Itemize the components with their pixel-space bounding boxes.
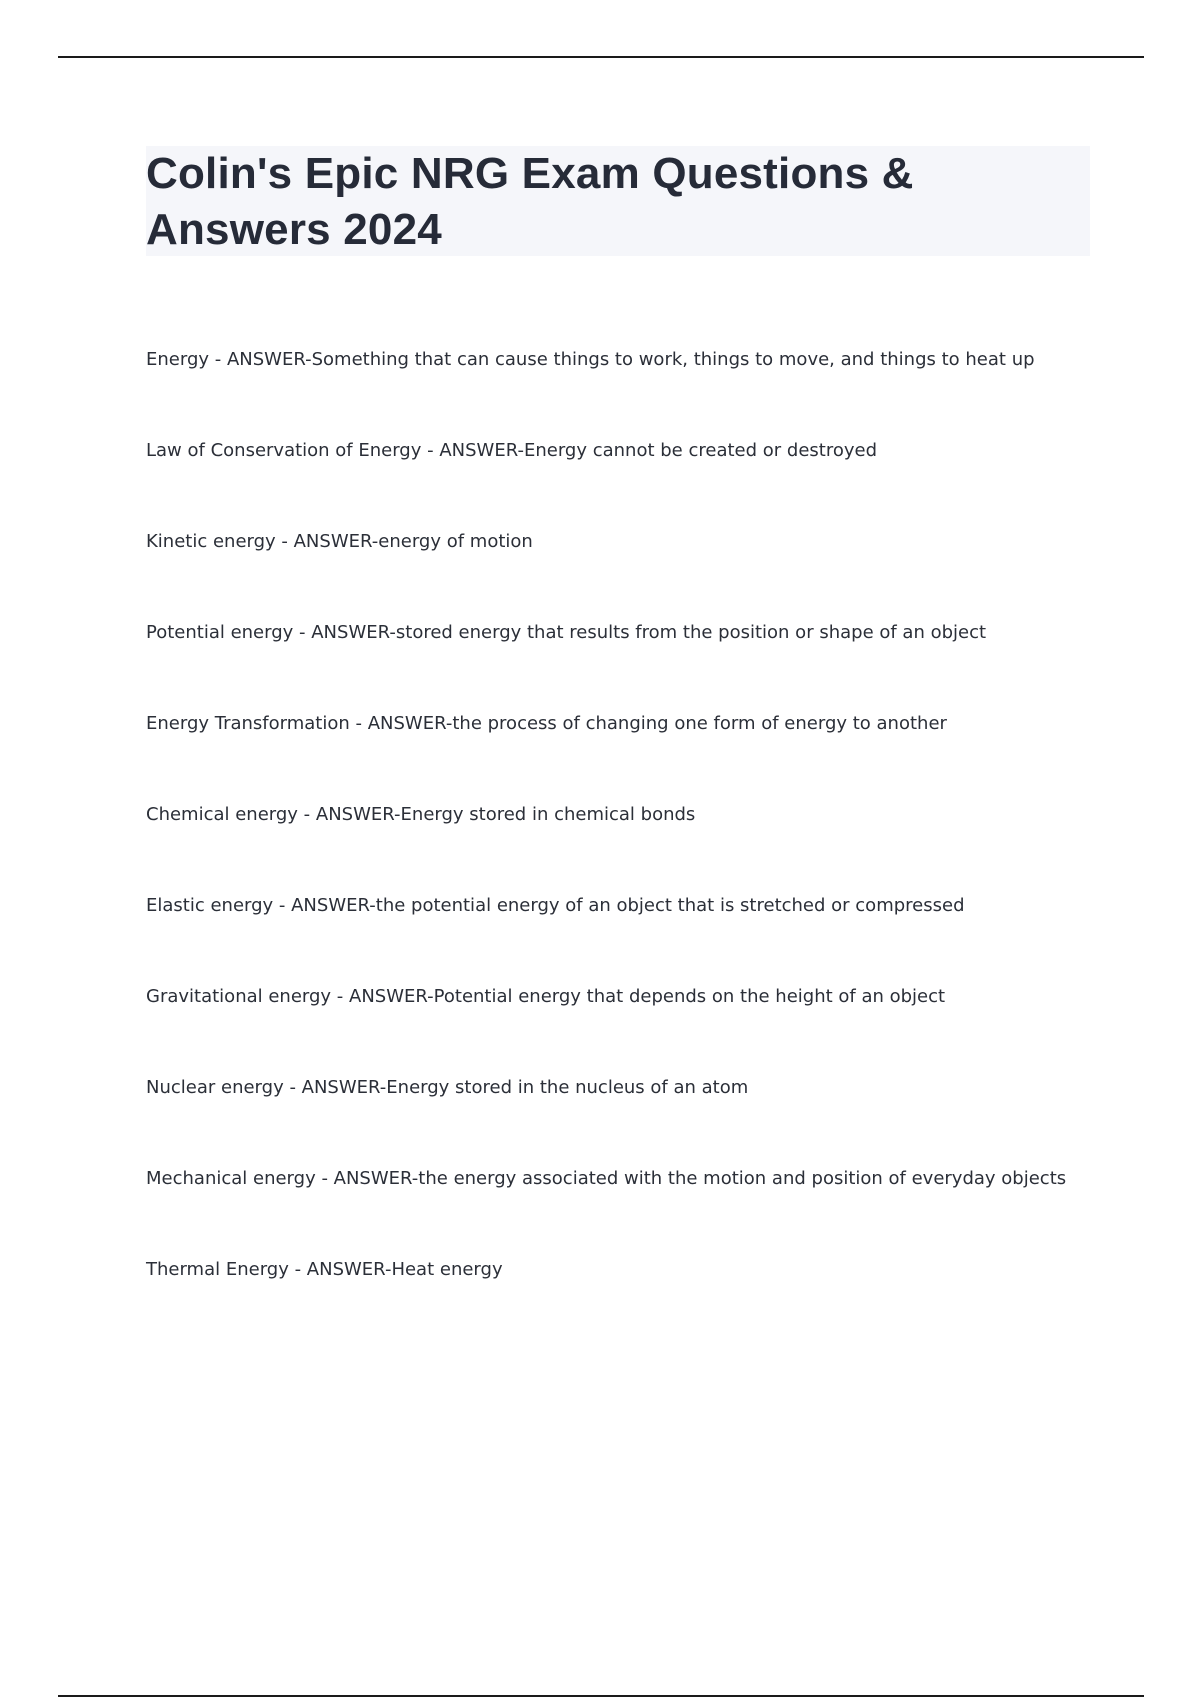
title-banner — [146, 146, 1090, 256]
bottom-divider — [58, 1695, 1144, 1697]
qa-list — [146, 345, 1116, 1346]
qa-entry-thermal-energy: Thermal Energy - ANSWER-Heat energy — [146, 1259, 503, 1280]
qa-entry-kinetic-energy: Kinetic energy - ANSWER-energy of motion — [146, 531, 533, 552]
qa-entry-mechanical-energy: Mechanical energy - ANSWER-the energy associated with the motion and position of everyday objects — [146, 1168, 1067, 1189]
qa-entry-energy-transformation: Energy Transformation - ANSWER-the process of changing one form of energy to another — [146, 713, 947, 734]
qa-entry-nuclear-energy: Nuclear energy - ANSWER-Energy stored in the nucleus of an atom — [146, 1077, 749, 1098]
document-title: Colin's Epic NRG Exam Questions & Answers 2024 — [146, 149, 914, 254]
top-divider — [58, 56, 1144, 58]
qa-entry-chemical-energy: Chemical energy - ANSWER-Energy stored in chemical bonds — [146, 804, 696, 825]
qa-entry-elastic-energy: Elastic energy - ANSWER-the potential energy of an object that is stretched or compressed — [146, 895, 965, 916]
qa-entry-gravitational-energy: Gravitational energy - ANSWER-Potential energy that depends on the height of an object — [146, 986, 946, 1007]
qa-entry-potential-energy: Potential energy - ANSWER-stored energy that results from the position or shape of an object — [146, 622, 987, 643]
qa-entry-conservation-of-energy: Law of Conservation of Energy - ANSWER-Energy cannot be created or destroyed — [146, 440, 877, 461]
qa-entry-energy: Energy - ANSWER-Something that can cause things to work, things to move, and things to heat up — [146, 349, 1035, 370]
